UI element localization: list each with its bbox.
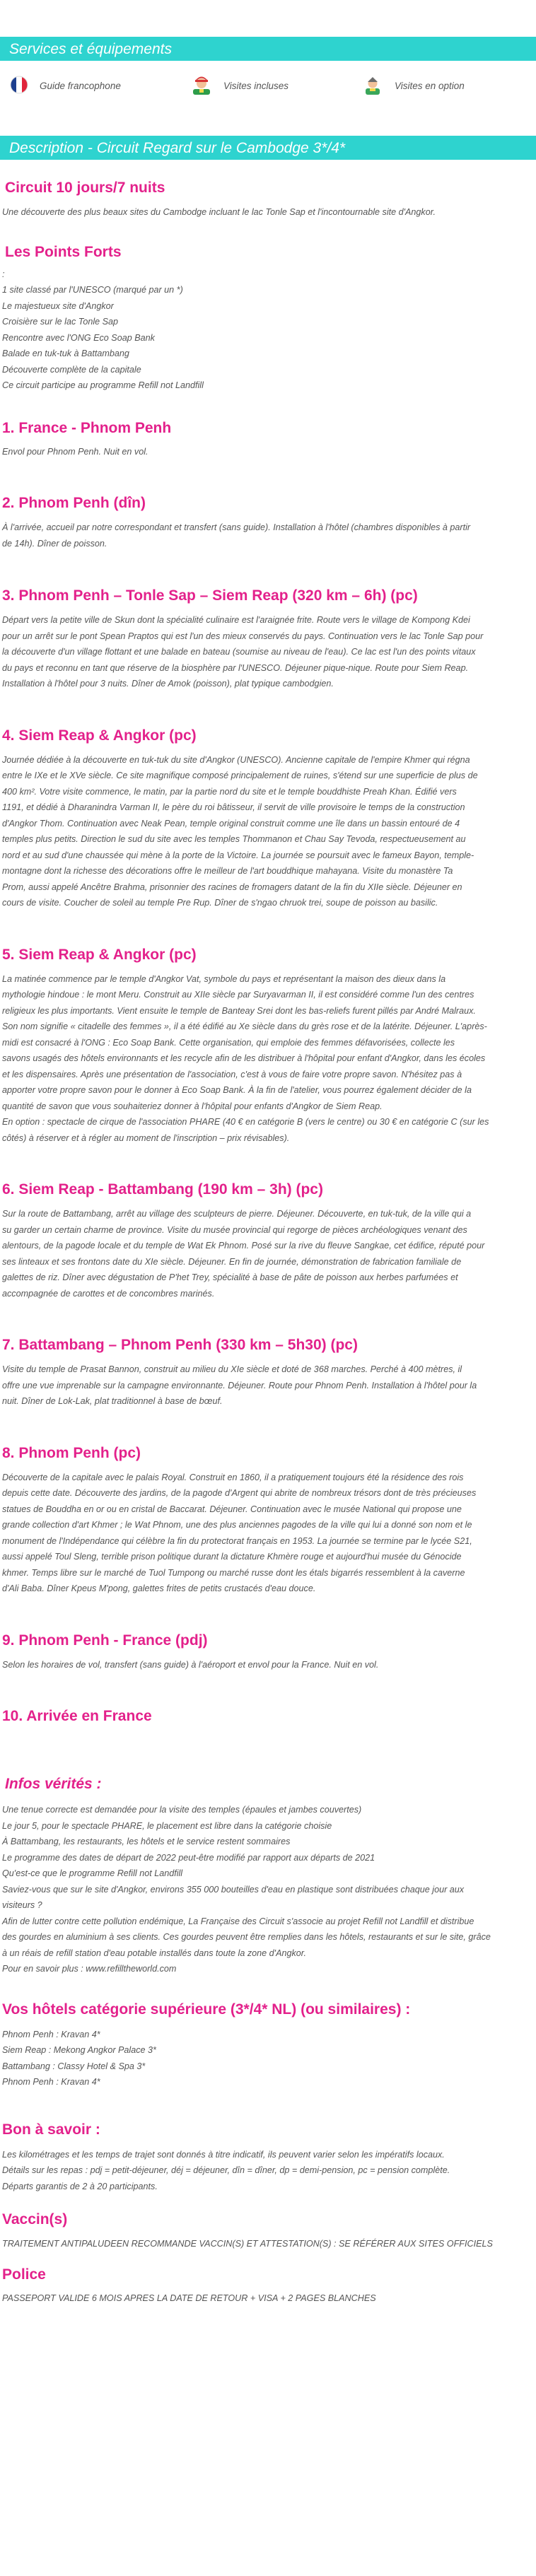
list-item: Afin de lutter contre cette pollution endémique, La Française des Circuit s'associe au projet Refill not Landfill et distribue [2,1916,474,1926]
list-item: visiteurs ? [2,1900,42,1910]
service-visits-included-label: Visites incluses [223,80,289,91]
day-4-title: 4. Siem Reap & Angkor (pc) [2,727,197,744]
list-item: Croisière sur le lac Tonle Sap [2,317,119,327]
list-item: des gourdes en aluminium à ses clients. Ces gourdes peuvent être remplies dans les hôtels, restaurants et sur le site, grâce [2,1932,491,1942]
day-7-title: 7. Battambang – Phnom Penh (330 km – 5h30) (pc) [2,1337,358,1353]
list-item: Une tenue correcte est demandée pour la visite des temples (épaules et jambes couvertes) [2,1805,362,1815]
day-4-text: Journée dédiée à la découverte en tuk-tuk du site d'Angkor (UNESCO). Ancienne capitale de l'empire Khmer qui régna entre le IXe et le XVe siècle. Ce site magnifique composé principalement de ruines, s'étend sur une superficie de plus de 400 km². Votre visite commence, le matin, par la partie nord du site et le temple bouddhiste Preah Khan. Édifié vers 1191, et dédié à Dharanindra Varman II, le père du roi bâtisseur, il servit de ville provisoire le temps de la construction d'Angkor Thom. Continuation avec Neak Pean, temple original construit comme une île dans un bassin entouré de 4 temples plus petits. Direction le sud du site avec les temples Thommanon et Chau Say Tevoda, respectueusement au nord et au sud d'une chaussée qui mène à la porte de la Victoire. La journée se poursuit avec le fameux Bayon, temple- montagne dont la richesse des décorations offre le meilleur de l'art bouddhique mahayana. Visite du monastère Ta Prom, aussi appelé Ancêtre Brahma, prisonnier des racines de fromagers datant de la fin du XIIe siècle. Déjeuner en cours de visite. Coucher de soleil au temple Pre Rup. Dîner de s'ngao chruok trei, soupe de poisson au basilic. [2,754,478,908]
day-5-title: 5. Siem Reap & Angkor (pc) [2,946,197,963]
circuit-title: Circuit 10 jours/7 nuits [5,180,165,196]
day-5-text: La matinée commence par le temple d'Angkor Vat, symbole du pays et représentant la maison des dieux dans la mythologie hindoue : le mont Meru. Construit au XIIe siècle par Suryavarman II, il est considéré comme l'un des centres religieux les plus importants. Vient ensuite le temple de Banteay Srei dont les bas-reliefs furent pillés par André Malraux. Son nom signifie « citadelle des femmes », il a été édifié au Xe siècle dans du grès rose et de la latérite. Déjeuner. L'après- midi est consacré à l'ONG : Eco Soap Bank. Cette organisation, qui emploie des femmes défavorisées, collecte les savons usagés des hôtels environnants et les recycle afin de les distribuer à l'hôpital pour enfant d'Angkor, dans les écoles et les dispensaires. Après une présentation de l'association, c'est à vous de faire votre propre savon. N'hésitez pas à apporter votre propre savon pour le donner à Eco Soap Bank. À la fin de l'atelier, vous pourrez également décider de la quantité de savon que vous souhaiteriez donner à l'hôpital pour enfants d'Angkor de Siem Reap. En option : spectacle de cirque de l'association PHARE (40 € en catégorie B (vers le centre) ou 30 € en catégorie C (sur les côtés) à réserver et à régler au moment de l'inscription – prix révisables). [2,973,489,1143]
circuit-intro: Une découverte des plus beaux sites du Cambodge incluant le lac Tonle Sap et l'incontournable site d'Angkor. [2,207,436,217]
hotels-list [2,2027,532,2090]
vaccins-title: Vaccin(s) [2,2211,68,2227]
services-row [0,61,536,110]
description-title: Description - Circuit Regard sur le Cambodge 3*/4* [9,140,346,156]
refill-link[interactable]: Pour en savoir plus : www.refilltheworld.com [2,1964,177,1974]
list-item: Rencontre avec l'ONG Eco Soap Bank [2,332,155,343]
list-item: Découverte complète de la capitale [2,364,141,375]
list-item: À Battambang, les restaurants, les hôtels et le service restent sommaires [2,1837,291,1846]
optional-visit-person-icon [362,74,383,98]
infos-list [2,1802,532,1977]
list-item: Phnom Penh : Kravan 4* [2,2029,100,2039]
list-item: Les kilométrages et les temps de trajet sont donnés à titre indicatif, ils peuvent varier selon les impératifs locaux. [2,2149,445,2160]
service-guide-label: Guide francophone [40,80,121,91]
service-visits-optional [362,61,465,110]
list-item: Saviez-vous que sur le site d'Angkor, environs 355 000 bouteilles d'eau en plastique sont distribuées chaque jour aux [2,1884,465,1895]
day-1-text: Envol pour Phnom Penh. Nuit en vol. [2,446,148,457]
day-3-title: 3. Phnom Penh – Tonle Sap – Siem Reap (320 km – 6h) (pc) [2,587,418,604]
list-item: à un réais de refill station d'eau potable installés dans toute la zone d'Angkor. [2,1948,307,1958]
day-6-text: Sur la route de Battambang, arrêt au village des sculpteurs de pierre. Déjeuner. Découverte, en tuk-tuk, de la ville qui a su garder un certain charme de province. Visite du musée provincial qui regorge de pièces archéologiques venant des alentours, de la pagode locale et du temple de Wat Ek Phnom. Posé sur la rive du fleuve Sangkae, cet édifice, réputé pour ses linteaux et ses frontons date du XIe siècle. Déjeuner. En fin de journée, démonstration de fabrication familiale de galettes de riz. Dîner avec dégustation de P'het Trey, spécialité à base de pâte de poisson aux herbes parfumées et accompagnée de carottes et de concombres marinés. [2,1209,485,1299]
day-8-text: Découverte de la capitale avec le palais Royal. Construit en 1860, il a pratiquement toujours été la résidence des rois depuis cette date. Découverte des jardins, de la pagode d'Argent qui abrite de nombreux trésors dont de très précieuses statues de Bouddha en or ou en cristal de Baccarat. Déjeuner. Continuation avec le musée National qui propose une grande collection d'art Khmer ; le Wat Phnom, une des plus anciennes pagodes de la ville qui lui a donné son nom et le monument de l'Indépendance qui célèbre la fin du protectorat français en 1953. La journée se termine par le lycée S21, aussi appelé Toul Sleng, terrible prison politique durant la dictature Khmère rouge et aujourd'hui musée du Génocide khmer. Temps libre sur le marché de Tuol Tumpong ou marché russe dont les étals bigarrés ressemblent à la caverne d'Ali Baba. Dîner Kpeus M'pong, galettes frites de petits crustacés d'eau douce. [2,1472,477,1593]
bon-a-savoir-list [2,2147,532,2195]
list-item: Le jour 5, pour le spectacle PHARE, le placement est libre dans la catégorie choisie [2,1820,332,1831]
hotels-title: Vos hôtels catégorie supérieure (3*/4* NL) (ou similaires) : [2,2001,411,2018]
guide-person-icon [191,74,212,98]
description-header [0,136,536,160]
list-item: Détails sur les repas : pdj = petit-déjeuner, déj = déjeuner, dîn = dîner, dp = demi-pension, pc = pension complète. [2,2165,450,2175]
list-item: Phnom Penh : Kravan 4* [2,2077,100,2087]
police-text: PASSEPORT VALIDE 6 MOIS APRES LA DATE DE RETOUR + VISA + 2 PAGES BLANCHES [2,2293,376,2303]
day-8-title: 8. Phnom Penh (pc) [2,1444,141,1461]
day-1-title: 1. France - Phnom Penh [2,419,172,436]
day-9-title: 9. Phnom Penh - France (pdj) [2,1632,208,1649]
france-flag-icon [10,76,28,96]
service-visits-included [191,61,289,110]
day-2-text: À l'arrivée, accueil par notre correspondant et transfert (sans guide). Installation à l'hôtel (chambres disponibles à partir de 14h). Dîner de poisson. [2,522,471,549]
day-10-title: 10. Arrivée en France [2,1708,152,1724]
day-9-text: Selon les horaires de vol, transfert (sans guide) à l'aéroport et envol pour la France. Nuit en vol. [2,1659,379,1670]
day-2-title: 2. Phnom Penh (dîn) [2,495,146,511]
vaccins-text: TRAITEMENT ANTIPALUDEEN RECOMMANDE VACCIN(S) ET ATTESTATION(S) : SE RÉFÉRER AUX SITES OFFICIELS [2,2239,493,2249]
police-title: Police [2,2266,46,2283]
list-item: Qu'est-ce que le programme Refill not Landfill [2,1868,183,1878]
bon-a-savoir-title: Bon à savoir : [2,2121,100,2138]
points-forts-title: Les Points Forts [5,243,122,260]
list-item: Le majestueux site d'Angkor [2,300,114,311]
points-forts-list [2,267,532,394]
day-3-text: Départ vers la petite ville de Skun dont la spécialité culinaire est l'araignée frite. Route vers le village de Kompong Kdei pour un arrêt sur le pont Spean Praptos qui est l'un des mieux conservés du pays. Continuation vers le lac Tonle Sap pour la découverte d'un village flottant et une balade en bateau (soumise au niveau de l'eau). Ce lac est l'un des points vitaux du pays et reconnu en tant que réserve de la biosphère par l'UNESCO. Déjeuner pique-nique. Route pour Siem Reap. Installation à l'hôtel pour 3 nuits. Dîner de Amok (poisson), plat typique cambodgien. [2,615,484,689]
service-guide [10,61,121,110]
services-title: Services et équipements [9,41,172,57]
points-colon: : [2,269,5,279]
service-visits-optional-label: Visites en option [395,80,465,91]
list-item: Départs garantis de 2 à 20 participants. [2,2181,158,2191]
list-item: Balade en tuk-tuk à Battambang [2,349,129,358]
list-item: Battambang : Classy Hotel & Spa 3* [2,2061,146,2071]
infos-title: Infos vérités : [5,1776,102,1792]
list-item: Siem Reap : Mekong Angkor Palace 3* [2,2045,156,2055]
services-header [0,37,536,61]
description-content [0,180,536,2307]
day-7-text: Visite du temple de Prasat Bannon, construit au milieu du XIe siècle et doté de 368 marches. Perché à 400 mètres, il offre une vue imprenable sur la campagne environnante. Déjeuner. Route pour Phnom Penh. Installation à l'hôtel pour la nuit. Dîner de Lok-Lak, plat traditionnel à base de bœuf. [2,1364,477,1406]
list-item: Le programme des dates de départ de 2022 peut-être modifié par rapport aux départs de 2021 [2,1852,375,1863]
list-item: Ce circuit participe au programme Refill not Landfill [2,380,204,390]
list-item: 1 site classé par l'UNESCO (marqué par un *) [2,285,183,295]
day-6-title: 6. Siem Reap - Battambang (190 km – 3h) (pc) [2,1181,323,1198]
